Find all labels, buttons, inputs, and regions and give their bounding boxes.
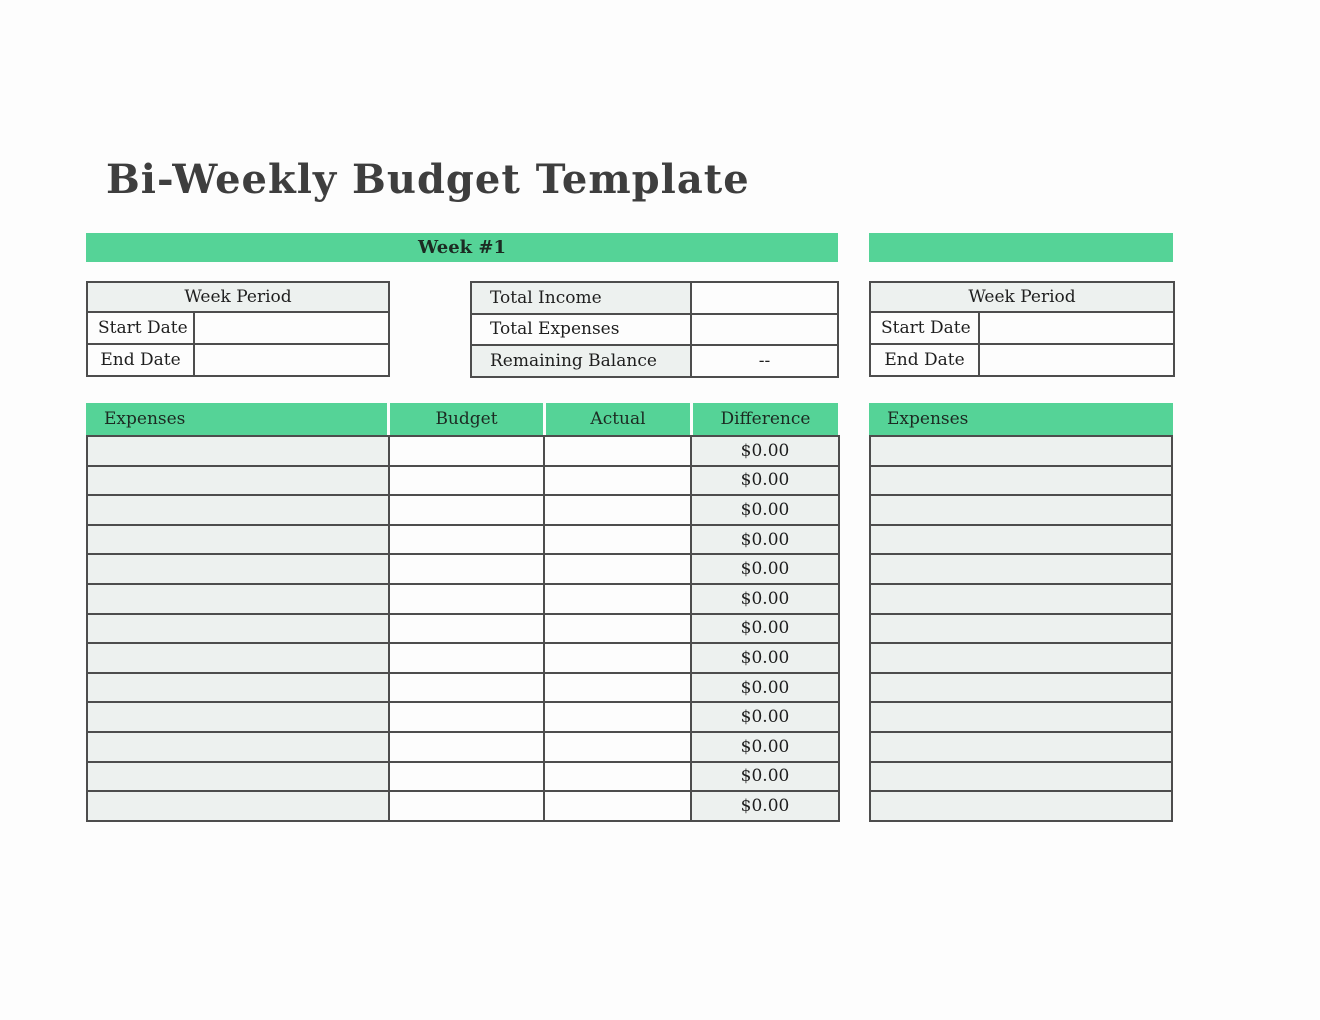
expense-row bbox=[870, 466, 1172, 496]
actual-cell[interactable] bbox=[544, 762, 691, 792]
difference-cell: $0.00 bbox=[691, 584, 839, 614]
total-expenses-row bbox=[471, 314, 838, 346]
expense-row bbox=[870, 673, 1172, 703]
budget-cell[interactable] bbox=[389, 791, 544, 821]
expense-name-cell[interactable] bbox=[870, 643, 1172, 673]
difference-cell: $0.00 bbox=[691, 525, 839, 555]
remaining-balance-value: -- bbox=[691, 345, 838, 377]
start-date-label: Start Date bbox=[87, 312, 194, 344]
start-date-row bbox=[87, 312, 389, 344]
budget-cell[interactable] bbox=[389, 762, 544, 792]
remaining-balance-label: Remaining Balance bbox=[471, 345, 691, 377]
expense-row bbox=[870, 732, 1172, 762]
expense-row bbox=[87, 762, 839, 792]
total-income-label: Total Income bbox=[471, 282, 691, 314]
expense-row bbox=[870, 584, 1172, 614]
week2-banner bbox=[869, 233, 1173, 262]
week1-expense-rows bbox=[87, 436, 839, 821]
expense-row bbox=[870, 791, 1172, 821]
week1-banner bbox=[86, 233, 838, 262]
expense-name-cell[interactable] bbox=[87, 466, 389, 496]
expense-name-cell[interactable] bbox=[87, 702, 389, 732]
budget-cell[interactable] bbox=[389, 614, 544, 644]
difference-cell: $0.00 bbox=[691, 702, 839, 732]
end-date-label: End Date bbox=[87, 344, 194, 376]
expense-row bbox=[87, 614, 839, 644]
expense-name-cell[interactable] bbox=[870, 791, 1172, 821]
actual-cell[interactable] bbox=[544, 466, 691, 496]
budget-cell[interactable] bbox=[389, 732, 544, 762]
expense-row bbox=[870, 614, 1172, 644]
end-date-value[interactable] bbox=[194, 344, 389, 376]
start-date-value[interactable] bbox=[979, 312, 1174, 344]
expense-row bbox=[87, 673, 839, 703]
start-date-label: Start Date bbox=[870, 312, 979, 344]
end-date-value[interactable] bbox=[979, 344, 1174, 376]
expenses-column-header: Expenses bbox=[869, 403, 1173, 435]
difference-cell: $0.00 bbox=[691, 554, 839, 584]
week1-expenses-header bbox=[86, 403, 838, 435]
total-expenses-label: Total Expenses bbox=[471, 314, 691, 346]
budget-cell[interactable] bbox=[389, 643, 544, 673]
actual-cell[interactable] bbox=[544, 791, 691, 821]
budget-cell[interactable] bbox=[389, 702, 544, 732]
expense-name-cell[interactable] bbox=[870, 702, 1172, 732]
budget-cell[interactable] bbox=[389, 525, 544, 555]
actual-cell[interactable] bbox=[544, 643, 691, 673]
expense-row bbox=[87, 791, 839, 821]
expense-name-cell[interactable] bbox=[870, 436, 1172, 466]
budget-cell[interactable] bbox=[389, 673, 544, 703]
expense-name-cell[interactable] bbox=[87, 673, 389, 703]
expense-row bbox=[87, 584, 839, 614]
expense-name-cell[interactable] bbox=[870, 495, 1172, 525]
week1-banner-label: Week #1 bbox=[418, 237, 506, 258]
expense-row bbox=[87, 466, 839, 496]
week2-expenses-table bbox=[869, 435, 1173, 822]
expense-row bbox=[87, 525, 839, 555]
remaining-balance-row bbox=[471, 345, 838, 377]
week2-expenses-header bbox=[869, 403, 1173, 435]
total-expenses-value[interactable] bbox=[691, 314, 838, 346]
expense-name-cell[interactable] bbox=[87, 762, 389, 792]
week1-expenses-table bbox=[86, 435, 840, 822]
difference-cell: $0.00 bbox=[691, 466, 839, 496]
week2-expense-rows bbox=[870, 436, 1172, 821]
expense-row bbox=[87, 643, 839, 673]
actual-cell[interactable] bbox=[544, 584, 691, 614]
expense-name-cell[interactable] bbox=[87, 584, 389, 614]
expense-name-cell[interactable] bbox=[870, 466, 1172, 496]
expense-row bbox=[870, 554, 1172, 584]
budget-cell[interactable] bbox=[389, 584, 544, 614]
actual-cell[interactable] bbox=[544, 614, 691, 644]
expense-row bbox=[87, 702, 839, 732]
difference-cell: $0.00 bbox=[691, 762, 839, 792]
page-title: Bi-Weekly Budget Template bbox=[106, 156, 750, 203]
expense-row bbox=[87, 436, 839, 466]
end-date-row bbox=[870, 344, 1174, 376]
difference-cell: $0.00 bbox=[691, 643, 839, 673]
start-date-value[interactable] bbox=[194, 312, 389, 344]
expense-name-cell[interactable] bbox=[870, 762, 1172, 792]
expense-name-cell[interactable] bbox=[87, 554, 389, 584]
expense-row bbox=[87, 495, 839, 525]
expense-name-cell[interactable] bbox=[87, 525, 389, 555]
week2-week-period-table bbox=[869, 281, 1175, 377]
expense-name-cell[interactable] bbox=[870, 673, 1172, 703]
week-period-header: Week Period bbox=[87, 282, 389, 312]
expense-row bbox=[87, 554, 839, 584]
budget-column-header: Budget bbox=[390, 403, 543, 435]
expense-row bbox=[870, 643, 1172, 673]
budget-cell[interactable] bbox=[389, 554, 544, 584]
budget-cell[interactable] bbox=[389, 466, 544, 496]
expense-row bbox=[870, 702, 1172, 732]
expense-name-cell[interactable] bbox=[870, 525, 1172, 555]
budget-cell[interactable] bbox=[389, 495, 544, 525]
total-income-row bbox=[471, 282, 838, 314]
week1-summary-table bbox=[470, 281, 839, 378]
actual-cell[interactable] bbox=[544, 732, 691, 762]
expense-name-cell[interactable] bbox=[870, 732, 1172, 762]
actual-cell[interactable] bbox=[544, 554, 691, 584]
expense-name-cell[interactable] bbox=[87, 643, 389, 673]
difference-cell: $0.00 bbox=[691, 732, 839, 762]
week-period-header: Week Period bbox=[870, 282, 1174, 312]
expense-name-cell[interactable] bbox=[87, 791, 389, 821]
expense-row bbox=[870, 495, 1172, 525]
expenses-column-header: Expenses bbox=[86, 403, 387, 435]
expense-row bbox=[87, 732, 839, 762]
difference-cell: $0.00 bbox=[691, 495, 839, 525]
end-date-row bbox=[87, 344, 389, 376]
difference-cell: $0.00 bbox=[691, 614, 839, 644]
week1-week-period-table bbox=[86, 281, 390, 377]
difference-cell: $0.00 bbox=[691, 436, 839, 466]
expense-row bbox=[870, 436, 1172, 466]
actual-cell[interactable] bbox=[544, 495, 691, 525]
difference-column-header: Difference bbox=[693, 403, 838, 435]
actual-cell[interactable] bbox=[544, 436, 691, 466]
expense-name-cell[interactable] bbox=[87, 495, 389, 525]
expense-name-cell[interactable] bbox=[87, 614, 389, 644]
actual-column-header: Actual bbox=[546, 403, 690, 435]
expense-name-cell[interactable] bbox=[870, 554, 1172, 584]
expense-name-cell[interactable] bbox=[87, 732, 389, 762]
expense-row bbox=[870, 762, 1172, 792]
expense-name-cell[interactable] bbox=[870, 614, 1172, 644]
actual-cell[interactable] bbox=[544, 525, 691, 555]
start-date-row bbox=[870, 312, 1174, 344]
actual-cell[interactable] bbox=[544, 673, 691, 703]
actual-cell[interactable] bbox=[544, 702, 691, 732]
end-date-label: End Date bbox=[870, 344, 979, 376]
difference-cell: $0.00 bbox=[691, 791, 839, 821]
total-income-value[interactable] bbox=[691, 282, 838, 314]
expense-row bbox=[870, 525, 1172, 555]
expense-name-cell[interactable] bbox=[87, 436, 389, 466]
expense-name-cell[interactable] bbox=[870, 584, 1172, 614]
budget-cell[interactable] bbox=[389, 436, 544, 466]
difference-cell: $0.00 bbox=[691, 673, 839, 703]
